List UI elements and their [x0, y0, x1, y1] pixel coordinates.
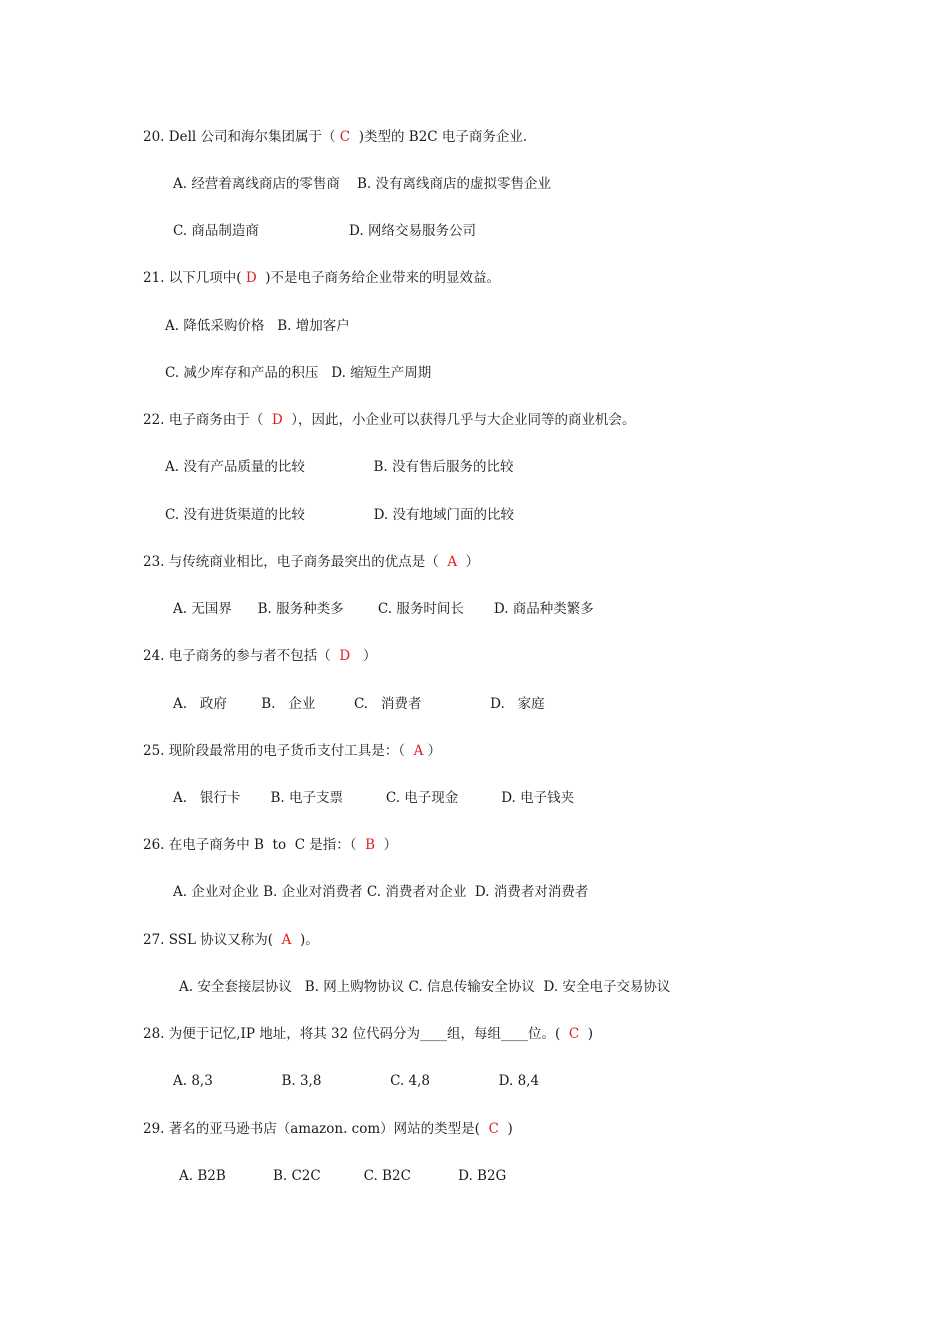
question-25-stem: 25. 现阶段最常用的电子货币支付工具是：（ A ）	[143, 743, 442, 759]
question-27-stem: 27. SSL 协议又称为( A )。	[143, 932, 319, 948]
question-29-option-line-1: A. B2B B. C2C C. B2C D. B2G	[179, 1168, 507, 1184]
question-27-option-line-1: A. 安全套接层协议 B. 网上购物协议 C. 信息传输安全协议 D. 安全电子交易协议	[179, 979, 671, 995]
question-22-option-line-2: C. 没有进货渠道的比较 D. 没有地域门面的比较	[165, 507, 515, 523]
question-29-stem: 29. 著名的亚马逊书店（amazon. com）网站的类型是( C )	[143, 1121, 513, 1137]
answer-mark: A	[281, 932, 292, 948]
question-22-stem: 22. 电子商务由于（ D ），因此，小企业可以获得几乎与大企业同等的商业机会。	[143, 412, 636, 428]
question-26-stem: 26. 在电子商务中 B to C 是指：（ B ）	[143, 837, 398, 853]
question-23-option-line-1: A. 无国界 B. 服务种类多 C. 服务时间长 D. 商品种类繁多	[173, 601, 594, 617]
question-21-option-line-2: C. 减少库存和产品的积压 D. 缩短生产周期	[165, 365, 432, 381]
answer-mark: C	[568, 1026, 580, 1042]
question-20-stem: 20. Dell 公司和海尔集团属于（ C )类型的 B2C 电子商务企业.	[143, 129, 528, 145]
question-21-option-line-1: A. 降低采购价格 B. 增加客户	[165, 318, 350, 334]
question-28-stem: 28. 为便于记忆,IP 地址，将其 32 位代码分为____组，每组____位。( C )	[143, 1026, 594, 1042]
answer-mark: B	[365, 837, 376, 853]
answer-mark: A	[447, 554, 458, 570]
question-23-stem: 23. 与传统商业相比，电子商务最突出的优点是（ A ）	[143, 554, 480, 570]
question-21-stem: 21. 以下几项中( D )不是电子商务给企业带来的明显效益。	[143, 270, 501, 286]
question-20-option-line-2: C. 商品制造商 D. 网络交易服务公司	[173, 223, 476, 239]
answer-mark: C	[488, 1121, 499, 1137]
question-25-option-line-1: A. 银行卡 B. 电子支票 C. 电子现金 D. 电子钱夹	[173, 790, 575, 806]
question-24-option-line-1: A. 政府 B. 企业 C. 消费者 D. 家庭	[173, 696, 545, 712]
question-24-stem: 24. 电子商务的参与者不包括（ D ）	[143, 648, 377, 664]
answer-mark: D	[339, 648, 351, 664]
question-22-option-line-1: A. 没有产品质量的比较 B. 没有售后服务的比较	[165, 459, 514, 475]
answer-mark: D	[245, 270, 257, 286]
answer-mark: C	[339, 129, 351, 145]
question-20-option-line-1: A. 经营着离线商店的零售商 B. 没有离线商店的虚拟零售企业	[173, 176, 551, 192]
answer-mark: A	[413, 743, 424, 759]
question-26-option-line-1: A. 企业对企业 B. 企业对消费者 C. 消费者对企业 D. 消费者对消费者	[173, 884, 589, 900]
question-28-option-line-1: A. 8,3 B. 3,8 C. 4,8 D. 8,4	[173, 1073, 540, 1089]
answer-mark: D	[271, 412, 283, 428]
